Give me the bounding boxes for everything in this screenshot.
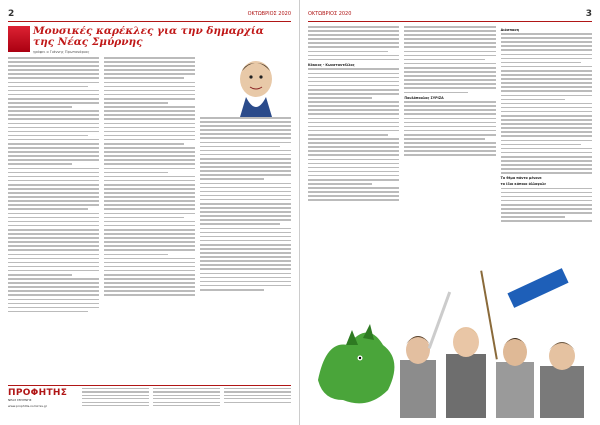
article-byline: γράφει ο Γιάννης Πρωτονάριος — [33, 50, 90, 54]
right-subhead-1: Κόκκος - Κωνσταντέλλος — [308, 62, 355, 67]
right-columns — [308, 26, 592, 224]
left-column-3 — [200, 57, 291, 315]
left-page-number: 2 — [8, 9, 15, 19]
footer-logo — [8, 388, 78, 402]
right-subhead-3: Διάσπαση — [500, 27, 520, 32]
right-page-header — [308, 8, 592, 20]
right-subhead-2: Παυλόπουλος ΣΥΡΙΖΑ — [404, 95, 444, 100]
left-column-2 — [104, 57, 195, 315]
right-column-3 — [501, 26, 592, 224]
right-subhead-4: Το θέμα πάντα μένανε — [500, 176, 542, 181]
footer-info-1 — [82, 388, 149, 419]
left-header-rule — [8, 21, 291, 22]
author-photo — [8, 26, 30, 52]
left-column-1 — [8, 57, 99, 315]
headline-box — [8, 26, 287, 54]
right-page-date: ΟΚΤΩΒΡΙΟΣ 2020 — [308, 11, 352, 17]
left-columns — [8, 57, 291, 315]
article-headline: Μουσικές καρέκλες για την δημαρχία της Νέας Σμύρνης — [33, 26, 264, 48]
footer-info-3 — [224, 388, 291, 419]
right-page-number: 3 — [585, 9, 592, 19]
left-headline-area — [8, 26, 291, 54]
left-footer — [8, 385, 291, 419]
caricature-illustration — [200, 57, 286, 117]
caricature-scene — [308, 250, 592, 418]
footer-logo-block — [8, 388, 78, 419]
left-page-header — [8, 8, 291, 20]
bottom-illustration — [308, 250, 592, 418]
right-subhead-5: το ίδιο κάποιο άλλοφυλε — [500, 181, 547, 186]
footer-logo-text: ΠΡΟΦΗΤΗΣ — [8, 388, 68, 398]
footer-info-2 — [153, 388, 220, 419]
left-page-date: ΟΚΤΩΒΡΙΟΣ 2020 — [247, 11, 291, 17]
right-page — [300, 0, 600, 425]
right-column-2 — [404, 26, 495, 224]
caricature-area — [200, 57, 291, 117]
right-column-1 — [308, 26, 399, 224]
footer-logo-sub: ΝΕΑΣ ΣΜΥΡΝΗΣ — [8, 398, 32, 402]
right-header-rule — [308, 21, 592, 22]
footer-website[interactable]: www.prophitis-nsmirnis.gr — [8, 404, 48, 408]
